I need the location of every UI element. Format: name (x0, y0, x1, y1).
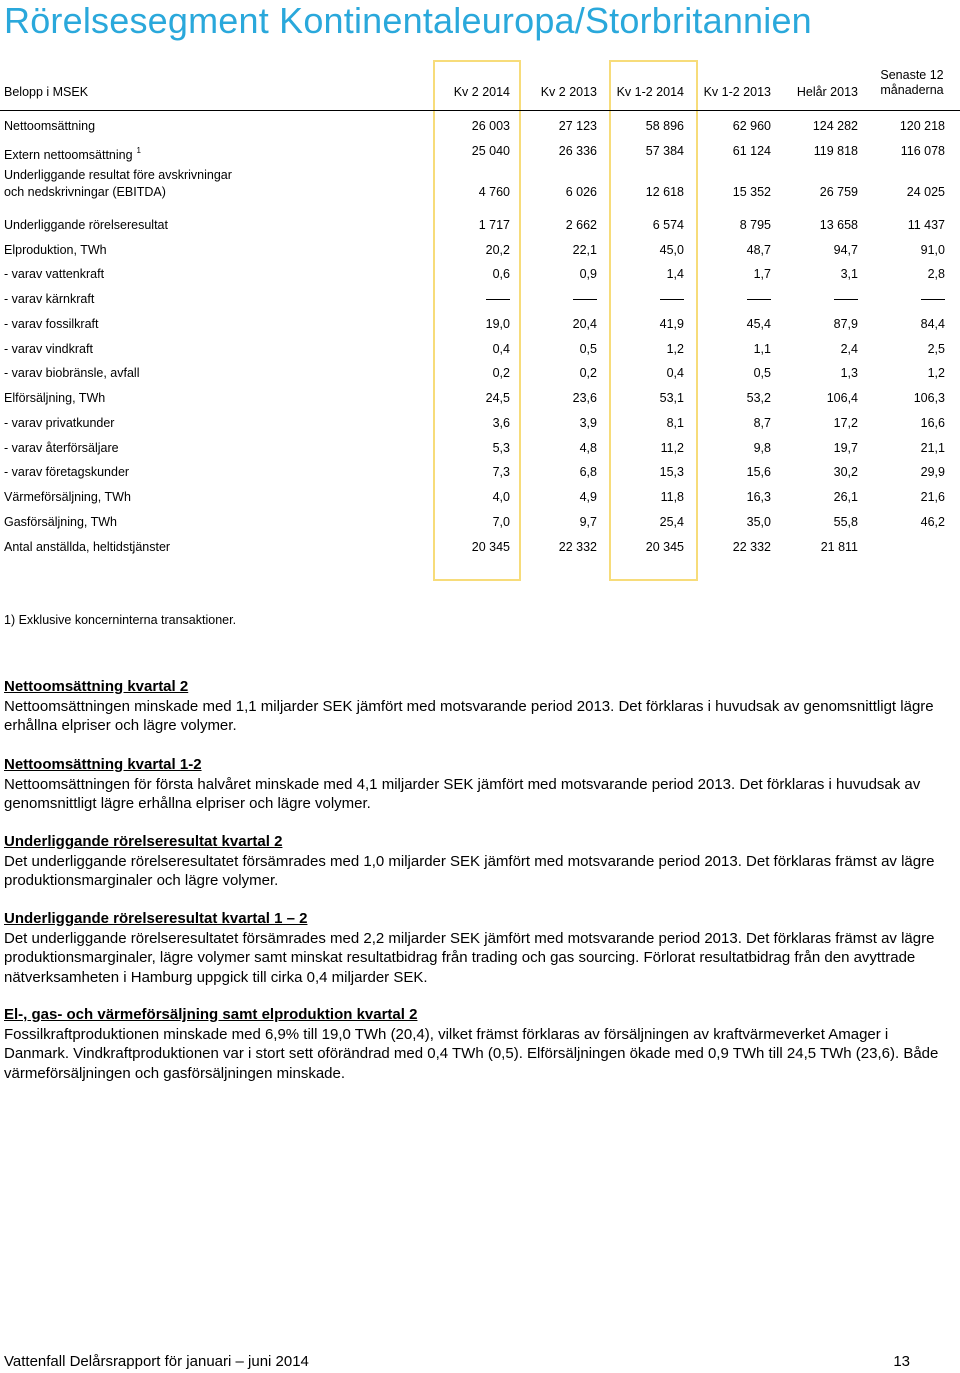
section-body: Det underliggande rörelseresultatet försämrades med 2,2 miljarder SEK jämfört med motsvarande period 2013. Det förklaras främst av lägre produktionsmarginaler, lägre volymer samt minskat resultatbidrag från trading och gas sourcing. Förlorat resultatbidrag från den avyttrade nätverksamheten i Hamburg uppgick till cirka 0,4 miljarder SEK. (4, 929, 935, 986)
section-body: Nettoomsättningen för första halvåret minskade med 4,1 miljarder SEK jämfört med motsvarande period 2013. Det förklaras i huvudsak av genomsnittligt lägre erhållna elpriser och lägre volymer. (4, 775, 921, 812)
table-cell: 6 026 (565, 185, 597, 199)
table-cell: 3,6 (492, 416, 510, 430)
header-col-kv2-2014: Kv 2 2014 (453, 85, 510, 99)
table-row (0, 341, 960, 357)
table-cell: 6,8 (579, 465, 597, 479)
table-row (0, 415, 960, 431)
table-cell: 23,6 (572, 391, 597, 405)
row-label-text: - varav vindkraft (4, 342, 93, 356)
table-cell: 0,5 (753, 366, 771, 380)
row-label-text: - varav företagskunder (4, 465, 130, 479)
row-label (4, 440, 119, 456)
table-cell (497, 291, 597, 307)
row-label (4, 266, 104, 282)
table-cell: 53,1 (659, 391, 684, 405)
table-cell: 20,4 (572, 317, 597, 331)
table-cell: 45,0 (659, 243, 684, 257)
table-cell: 24 025 (906, 185, 945, 199)
table-cell: 7,3 (492, 465, 510, 479)
row-label-text: - varav privatkunder (4, 416, 115, 430)
table-cell: 9,8 (753, 441, 771, 455)
table-cell: 22 332 (558, 540, 597, 554)
header-label: Belopp i MSEK (4, 85, 89, 99)
header-last12-line2: månaderna (880, 83, 944, 97)
table-cell: 46,2 (920, 515, 945, 529)
row-label-text: - varav biobränsle, avfall (4, 366, 140, 380)
table-cell: 61 124 (732, 144, 771, 158)
table-cell (845, 291, 945, 307)
table-cell: 62 960 (732, 119, 771, 133)
footnote-marker: 1 (136, 146, 141, 155)
section-heading: Nettoomsättning kvartal 2 (4, 678, 189, 695)
table-cell: 0,2 (492, 366, 510, 380)
header-last12-line1: Senaste 12 (880, 68, 944, 82)
section-heading: El-, gas- och värmeförsäljning samt elproduktion kvartal 2 (4, 1006, 418, 1023)
row-label (4, 118, 95, 134)
table-cell: 1,3 (840, 366, 858, 380)
table-cell: 87,9 (833, 317, 858, 331)
row-label-text: Extern nettoomsättning (4, 148, 133, 162)
row-label (4, 143, 141, 163)
table-cell: 19,7 (833, 441, 858, 455)
table-cell: 106,3 (913, 391, 945, 405)
table-cell: 41,9 (659, 317, 684, 331)
table-cell: 6 574 (652, 218, 684, 232)
table-cell: 0,5 (579, 342, 597, 356)
table-cell: 94,7 (833, 243, 858, 257)
table-cell: 53,2 (746, 391, 771, 405)
table-cell: 8 795 (739, 218, 771, 232)
row-label-text: Underliggande resultat före avskrivningar (4, 168, 232, 182)
table-cell: 29,9 (920, 465, 945, 479)
row-label (4, 184, 166, 200)
table-cell: 119 818 (813, 144, 858, 158)
table-row (0, 365, 960, 381)
table-cell: 120 218 (899, 119, 945, 133)
table-cell: 2,4 (840, 342, 858, 356)
header-col-kv2-2013: Kv 2 2013 (540, 85, 597, 99)
dash-mark (921, 299, 945, 300)
table-cell: 8,1 (666, 416, 684, 430)
table-cell: 1,2 (666, 342, 684, 356)
table-cell: 16,6 (920, 416, 945, 430)
section-rorelseresultat-h1 (4, 909, 954, 987)
table-cell: 0,4 (492, 342, 510, 356)
row-label-text: Underliggande rörelseresultat (4, 218, 168, 232)
table-cell: 0,2 (579, 366, 597, 380)
table-cell: 24,5 (485, 391, 510, 405)
table-row (0, 514, 960, 530)
section-heading: Nettoomsättning kvartal 1-2 (4, 756, 202, 773)
row-label (4, 242, 107, 258)
table-cell: 0,6 (492, 267, 510, 281)
row-label (4, 415, 114, 431)
table-cell: 19,0 (485, 317, 510, 331)
table-cell: 11,2 (660, 441, 684, 455)
row-label-text: Nettoomsättning (4, 119, 96, 133)
table-cell: 20,2 (485, 243, 510, 257)
table-cell: 58 896 (645, 119, 684, 133)
table-cell: 25 040 (471, 144, 510, 158)
table-row (0, 143, 960, 162)
table-row (0, 539, 960, 555)
table-cell: 21 811 (820, 540, 858, 554)
row-label-text: - varav kärnkraft (4, 292, 95, 306)
table-cell: 57 384 (645, 144, 684, 158)
table-cell (671, 291, 771, 307)
table-row (0, 489, 960, 505)
table-cell: 26 759 (819, 185, 858, 199)
table-cell: 5,3 (492, 441, 510, 455)
table-cell: 0,9 (579, 267, 597, 281)
table-cell: 15 352 (732, 185, 771, 199)
row-label-text: och nedskrivningar (EBITDA) (4, 185, 166, 199)
row-label-text: Elproduktion, TWh (4, 243, 107, 257)
section-nettoomsattning-h1 (4, 755, 954, 814)
table-cell: 35,0 (746, 515, 771, 529)
table-cell: 55,8 (833, 515, 858, 529)
table-row (0, 266, 960, 282)
section-body: Det underliggande rörelseresultatet försämrades med 1,0 miljarder SEK jämfört med motsvarande period 2013. Det förklaras främst av lägre produktionsmarginaler och lägre volymer. (4, 852, 935, 889)
table-cell: 22 332 (732, 540, 771, 554)
table-cell: 1 717 (478, 218, 510, 232)
table-cell: 106,4 (826, 391, 858, 405)
table-cell: 3,1 (840, 267, 858, 281)
table-row (0, 242, 960, 258)
table-cell: 16,3 (746, 490, 771, 504)
table-cell: 26 003 (471, 119, 510, 133)
row-label (4, 464, 129, 480)
table-row (0, 440, 960, 456)
section-forsaljning-q2 (4, 1005, 954, 1083)
footer-text: Vattenfall Delårsrapport för januari – juni 2014 (4, 1353, 309, 1370)
table-cell: 12 618 (645, 185, 684, 199)
table-cell: 4 760 (478, 185, 510, 199)
table-cell: 3,9 (579, 416, 597, 430)
row-label-text: Gasförsäljning, TWh (4, 515, 118, 529)
page-title: Rörelsesegment Kontinentaleuropa/Storbritannien (4, 0, 812, 41)
row-label-text: Värmeförsäljning, TWh (4, 490, 131, 504)
table-row (0, 291, 960, 307)
table-cell: 45,4 (746, 317, 771, 331)
table-cell: 48,7 (746, 243, 771, 257)
header-col-kv12-2013: Kv 1-2 2013 (703, 85, 771, 99)
table-cell: 2 662 (565, 218, 597, 232)
table-cell: 20 345 (471, 540, 510, 554)
table-cell: 1,2 (927, 366, 945, 380)
table-row (0, 464, 960, 480)
table-cell: 27 123 (558, 119, 597, 133)
row-label (4, 365, 139, 381)
table-row (0, 118, 960, 134)
table-cell: 21,1 (920, 441, 945, 455)
section-nettoomsattning-q2 (4, 677, 954, 736)
table-cell: 15,6 (746, 465, 771, 479)
table-cell: 11,8 (660, 490, 684, 504)
page-footer (4, 1353, 910, 1370)
row-label (4, 167, 232, 183)
header-col-helar-2013: Helår 2013 (796, 85, 858, 99)
footnote: 1) Exklusive koncerninterna transaktioner. (4, 613, 237, 627)
row-label-text: - varav vattenkraft (4, 267, 105, 281)
section-rorelseresultat-q2 (4, 832, 954, 891)
row-label (4, 390, 105, 406)
table-cell: 4,0 (492, 490, 510, 504)
table-row (0, 390, 960, 406)
table-cell: 25,4 (659, 515, 684, 529)
row-label (4, 341, 93, 357)
row-label (4, 539, 170, 555)
section-body: Fossilkraftproduktionen minskade med 6,9% till 19,0 TWh (20,4), vilket främst förklaras av försäljningen av kraftvärmeverket Amager i Danmark. Vindkraftproduktionen var i stort sett oförändrad med 0,4 TWh (0,5). Elförsäljningen ökade med 0,9 TWh till 24,5 TWh (23,6). Både värmeförsäljningen och gasförsäljningen minskade. (4, 1025, 939, 1082)
table-row (0, 184, 960, 200)
table-cell: 91,0 (920, 243, 945, 257)
table-cell: 116 078 (900, 144, 945, 158)
section-heading: Underliggande rörelseresultat kvartal 2 (4, 833, 283, 850)
table-cell: 8,7 (753, 416, 771, 430)
section-body: Nettoomsättningen minskade med 1,1 miljarder SEK jämfört med motsvarande period 2013. Det förklaras i huvudsak av genomsnittligt lägre erhållna elpriser och lägre volymer. (4, 697, 934, 734)
table-cell (410, 291, 510, 307)
table-cell: 4,8 (579, 441, 597, 455)
table-cell: 124 282 (812, 119, 858, 133)
table-cell: 26,1 (833, 490, 858, 504)
table-row (0, 316, 960, 332)
table-cell: 1,1 (753, 342, 771, 356)
table-cell: 21,6 (920, 490, 945, 504)
row-label (4, 514, 117, 530)
table-row (0, 167, 960, 183)
header-col-kv12-2014: Kv 1-2 2014 (616, 85, 684, 99)
table-cell: 0,4 (666, 366, 684, 380)
row-label-text: - varav fossilkraft (4, 317, 99, 331)
page-number: 13 (893, 1353, 910, 1370)
table-cell: 2,8 (927, 267, 945, 281)
table-cell: 84,4 (920, 317, 945, 331)
header-col-last12 (867, 68, 957, 98)
table-cell: 4,9 (579, 490, 597, 504)
table-cell: 22,1 (572, 243, 597, 257)
table-cell: 13 658 (819, 218, 858, 232)
table-cell: 11 437 (907, 218, 945, 232)
table-cell: 7,0 (492, 515, 510, 529)
row-label-text: Antal anställda, heltidstjänster (4, 540, 171, 554)
table-cell: 30,2 (833, 465, 858, 479)
table-row (0, 217, 960, 233)
table-cell: 1,4 (666, 267, 684, 281)
table-cell (758, 291, 858, 307)
table-cell (584, 291, 684, 307)
row-label-text: Elförsäljning, TWh (4, 391, 106, 405)
table-cell: 2,5 (927, 342, 945, 356)
row-label (4, 489, 131, 505)
row-label (4, 291, 94, 307)
row-label-text: - varav återförsäljare (4, 441, 119, 455)
table-cell: 15,3 (659, 465, 684, 479)
table-cell: 1,7 (753, 267, 771, 281)
row-label (4, 316, 98, 332)
table-cell: 20 345 (645, 540, 684, 554)
table-cell: 17,2 (833, 416, 858, 430)
section-heading: Underliggande rörelseresultat kvartal 1 – 2 (4, 910, 308, 927)
row-label (4, 217, 168, 233)
table-cell: 9,7 (579, 515, 597, 529)
table-cell: 26 336 (558, 144, 597, 158)
table-header (0, 60, 960, 111)
